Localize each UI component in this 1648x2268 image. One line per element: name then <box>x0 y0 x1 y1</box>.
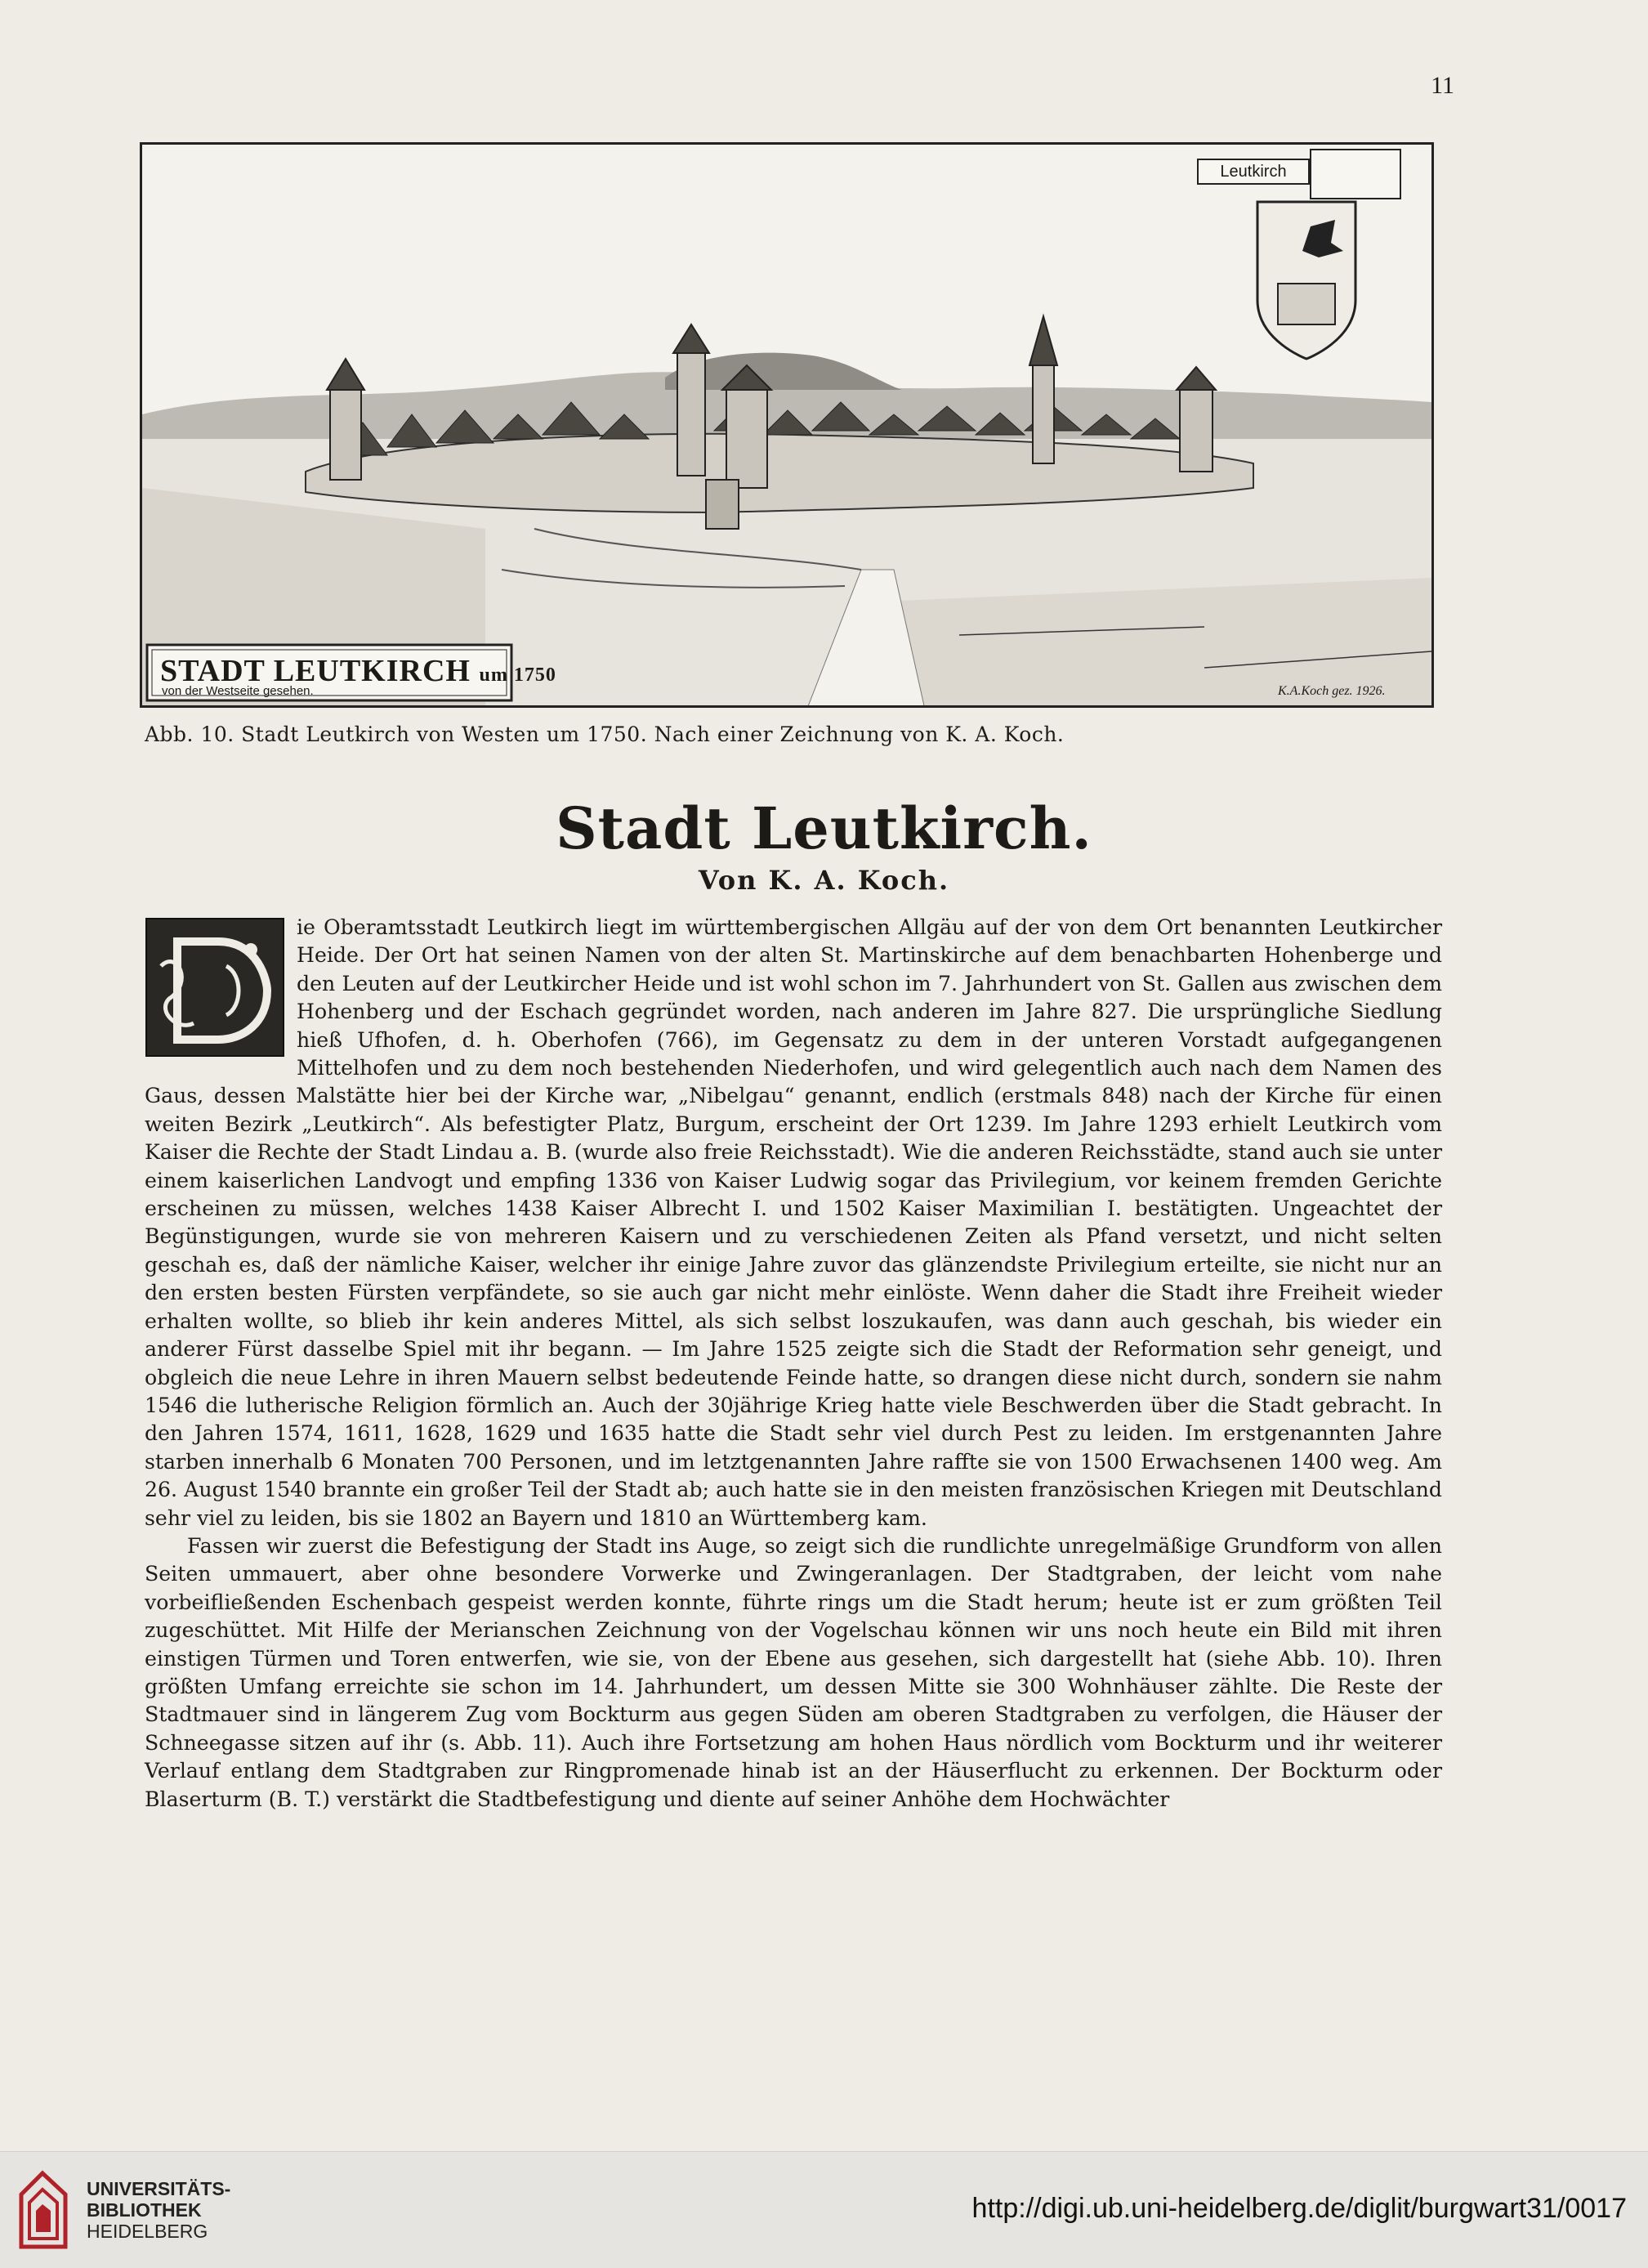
dropcap-d-ornament <box>145 917 285 1058</box>
footer-bar <box>0 2151 1648 2268</box>
town-view-drawing <box>142 145 1431 705</box>
library-name-line1: UNIVERSITÄTS- <box>87 2178 231 2199</box>
coat-of-arms-label: Leutkirch <box>1220 163 1287 181</box>
article-body <box>145 914 1442 1814</box>
source-url-link[interactable]: http://digi.ub.uni-heidelberg.de/diglit/burgwart31/0017 <box>971 2193 1627 2224</box>
paragraph-2: Fassen wir zuerst die Befestigung der Stadt ins Auge, so zeigt sich die rundlichte unregelmäßige Grundform von allen Seiten ummauert, aber ohne besondere Vorwerke und Zwingeranlagen. Der Stadtgraben, der leicht vom nahe vorbeifließenden Eschenbach gespeist werden konnte, führte rings um die Stadt herum; heute ist er zum größten Teil zugeschüttet. Mit Hilfe der Merianschen Zeichnung von der Vogelschau können wir uns noch heute ein Bild mit ihren einstigen Türmen und Toren entwerfen, wie sie, von der Ebene aus gesehen, sich dargestellt hat (siehe Abb. 10). Ihren größten Umfang erreichte sie schon im 14. Jahrhundert, um dessen Mitte sie 300 Wohnhäuser zählte. Die Reste der Stadtmauer sind in längerem Zug vom Bockturm aus gegen Süden am oberen Stadtgraben zu verfolgen, die Häuser der Schneegasse sitzen auf ihr (s. Abb. 11). Auch ihre Fortsetzung am hohen Haus nördlich vom Bockturm und ihr weiterer Verlauf entlang dem Stadtgraben zur Ringpromenade hinab ist an der Häuserflucht zu erkennen. Der Bockturm oder Blaserturm (B. T.) verstärkt die Stadtbefestigung und diente auf seiner Anhöhe dem Hochwächter <box>145 1533 1442 1811</box>
library-name-line3: HEIDELBERG <box>87 2221 208 2242</box>
paragraph-1-text: ie Oberamtsstadt Leutkirch liegt im württembergischen Allgäu auf der von dem Ort benannten Leutkircher Heide. Der Ort hat seinen Namen von der alten St. Martinskirche auf dem benachbarten Hohenberge und den Leuten auf der Leutkircher Heide und ist wohl schon im 7. Jahrhundert von St. Gallen aus zwischen dem Hohenberg und der Eschach gegründet worden, nach anderen im Jahre 827. Die ursprüngliche Siedlung hieß Ufhofen, d. h. Oberhofen (766), im Gegensatz zu dem in der unteren Vorstadt aufgegangenen Mittelhofen und zu dem noch bestehenden Niederhofen, und wird gelegentlich auch nach dem Namen des Gaus, dessen Malstätte hier bei der Kirche war, „Nibelgau“ genannt, endlich (erstmals 848) nach der Kirche für einen weiten Bezirk „Leutkirch“. Als befestigter Platz, Burgum, erscheint der Ort 1239. Im Jahre 1293 erhielt Leutkirch vom Kaiser die Rechte der Stadt Lindau a. B. (wurde also freie Reichsstadt). Wie die anderen Reichsstädte, stand auch sie unter einem kaiserlichen Landvogt und empfing 1336 von Kaiser Ludwig sogar das Privilegium, vor keinem fremden Gerichte erscheinen zu müssen, welches 1438 Kaiser Albrecht I. und 1502 Kaiser Maximilian I. bestätigten. Ungeachtet der Begünstigungen, wurde sie von mehreren Kaisern und zu verschiedenen Zeiten als Pfand versetzt, und nicht selten geschah es, daß der nämliche Kaiser, welcher ihr einige Jahre zuvor das glänzendste Privilegium erteilte, sie nicht nur an den ersten besten Fürsten verpfändete, so sie auch gar nicht mehr einlöste. Wenn daher die Stadt ihre Freiheit wieder erhalten wollte, so blieb ihr kein anderes Mittel, als sich selbst loszukaufen, was dann auch geschah, bis wieder ein anderer Fürst dasselbe Spiel mit ihr begann. — Im Jahre 1525 zeigte sich die Stadt der Reformation sehr geneigt, und obgleich die neue Lehre in ihren Mauern selbst bedeutende Feinde hatte, so drangen diese nicht durch, sondern sie nahm 1546 die lutherische Religion förmlich an. Auch der 30jährige Krieg hatte viele Beschwerden über die Stadt gebracht. In den Jahren 1574, 1611, 1628, 1629 und 1635 hatte die Stadt sehr viel durch Pest zu leiden. Im erstgenannten Jahre starben innerhalb 6 Monaten 700 Personen, und im letztgenannten Jahre raffte sie von 1500 Erwachsenen 1400 weg. Am 26. August 1540 brannte ein großer Teil der Stadt ab; auch hatte sie in den meisten französischen Kriegen mit Deutschland sehr viel zu leiden, bis sie 1802 an Bayern und 1810 an Württemberg kam. <box>145 915 1442 1530</box>
title-plate-sub: von der Westseite gesehen. <box>162 684 314 698</box>
article-byline: Von K. A. Koch. <box>698 865 950 896</box>
library-name-line2: BIBLIOTHEK <box>87 2199 202 2221</box>
artist-signature: K.A.Koch gez. 1926. <box>1278 684 1386 698</box>
town-illustration <box>140 142 1434 708</box>
paragraph-1 <box>145 914 1442 1532</box>
figure-caption: Abb. 10. Stadt Leutkirch von Westen um 1750. Nach einer Zeichnung von K. A. Koch. <box>145 722 1065 746</box>
page-number: 11 <box>1431 72 1454 99</box>
library-logo-icon <box>18 2170 69 2250</box>
title-plate-name: STADT LEUTKIRCH <box>160 654 471 688</box>
title-plate-year: um 1750 <box>479 664 556 686</box>
article-title: Stadt Leutkirch. <box>556 794 1092 862</box>
library-name <box>87 2178 230 2242</box>
